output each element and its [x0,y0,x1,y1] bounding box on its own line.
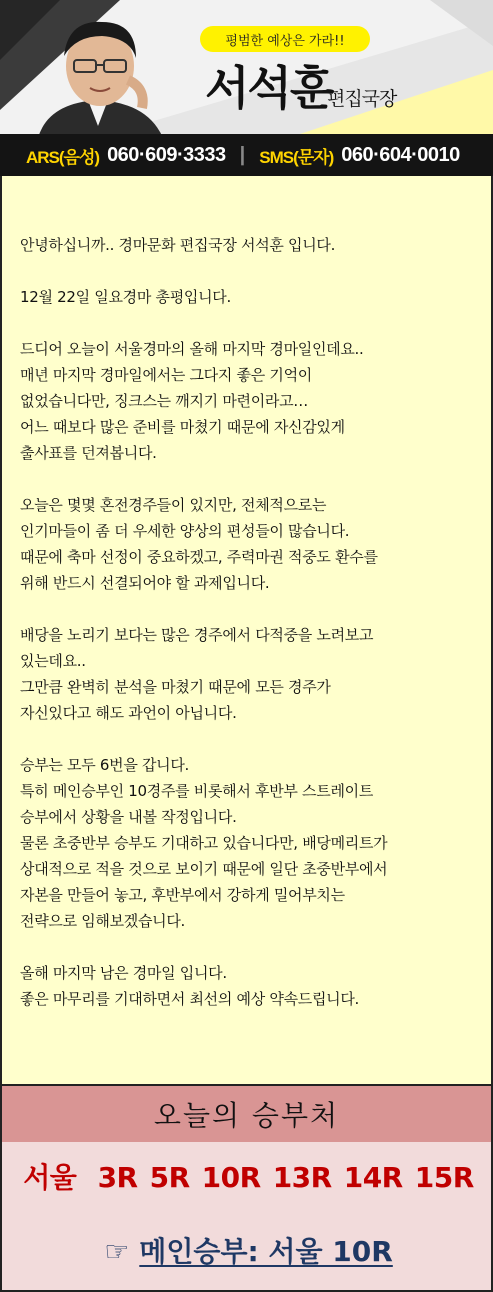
paragraph-line: 어느 때보다 많은 준비를 마쳤기 때문에 자신감있게 [20,418,345,436]
paragraph-line: 오늘은 몇몇 혼전경주들이 있지만, 전체적으로는 [20,496,327,514]
slogan-badge: 평범한 예상은 가라!! [200,26,370,52]
main-pick-label: 메인승부: 서울 10R [139,1235,393,1268]
paragraph-line: 물론 초중반부 승부도 기대하고 있습니다만, 배당메리트가 [20,834,388,852]
article-paragraphs [20,232,485,1038]
paragraph-line: 출사표를 던져봅니다. [20,444,157,462]
ars-label: ARS(음성) [26,147,100,167]
paragraph-line: 배당을 노리기 보다는 많은 경주에서 다적중을 노려보고 [20,626,374,644]
paragraph-line: 상대적으로 적을 것으로 보이기 때문에 일단 초중반부에서 [20,860,388,878]
article-paragraph [20,752,485,934]
article-paragraph [20,622,485,726]
editor-title: 편집국장 [327,88,397,110]
picks-heading: 오늘의 승부처 [153,1099,340,1132]
editor-portrait-image [18,8,178,138]
picks-heading-bar [0,1084,493,1142]
article-paragraph [20,232,485,258]
editor-name: 서석훈 [205,61,333,115]
paragraph-line: 12월 22일 일요경마 총평입니다. [20,288,231,306]
article-paragraph [20,284,485,310]
sms-label: SMS(문자) [259,147,334,167]
race-item: 15R [414,1161,474,1194]
article-paragraph [20,960,485,1012]
paragraph-line: 특히 메인승부인 10경주를 비롯해서 후반부 스트레이트 [20,782,374,800]
paragraph-line: 좋은 마무리를 기대하면서 최선의 예상 약속드립니다. [20,990,359,1008]
paragraph-line: 자신있다고 해도 과언이 아닙니다. [20,704,237,722]
article-body [0,176,493,1084]
paragraph-line: 안녕하십니까.. 경마문화 편집국장 서석훈 입니다. [20,236,336,254]
article-paragraph [20,492,485,596]
race-item: 13R [272,1161,332,1194]
race-item: 3R [97,1161,138,1194]
paragraph-line: 위해 반드시 선결되어야 할 과제입니다. [20,574,270,592]
article-paragraph [20,336,485,466]
paragraph-line: 드디어 오늘이 서울경마의 올해 마지막 경마일인데요.. [20,340,364,358]
race-item: 14R [343,1161,403,1194]
header-banner [0,0,493,176]
contact-bar [0,134,493,176]
paragraph-line: 없었습니다만, 징크스는 깨지기 마련이라고… [20,392,308,410]
ars-number[interactable]: 060·609·3333 [107,143,226,166]
paragraph-line: 승부에서 상황을 내볼 작정입니다. [20,808,237,826]
paragraph-line: 올해 마지막 남은 경마일 입니다. [20,964,227,982]
picks-body [0,1142,493,1292]
paragraph-line: 매년 마지막 경마일에서는 그다지 좋은 기억이 [20,366,312,384]
main-pick [2,1230,493,1270]
paragraph-line: 전략으로 임해보겠습니다. [20,912,186,930]
paragraph-line: 있는데요.. [20,652,86,670]
paragraph-line: 때문에 축마 선정이 중요하겠고, 주력마권 적중도 환수를 [20,548,378,566]
contact-divider: | [239,143,246,166]
sms-number[interactable]: 060·604·0010 [341,143,460,166]
paragraph-line: 그만큼 완벽히 분석을 마쳤기 때문에 모든 경주가 [20,678,331,696]
race-item: 10R [201,1161,261,1194]
race-list [2,1156,493,1196]
paragraph-line: 인기마들이 좀 더 우세한 양상의 편성들이 많습니다. [20,522,350,540]
paragraph-line: 자본을 만들어 놓고, 후반부에서 강하게 밀어부치는 [20,886,345,904]
race-item: 5R [149,1161,190,1194]
venue-label: 서울 [23,1161,77,1194]
paragraph-line: 승부는 모두 6번을 갑니다. [20,756,190,774]
pointing-hand-icon: ☞ [104,1235,130,1268]
